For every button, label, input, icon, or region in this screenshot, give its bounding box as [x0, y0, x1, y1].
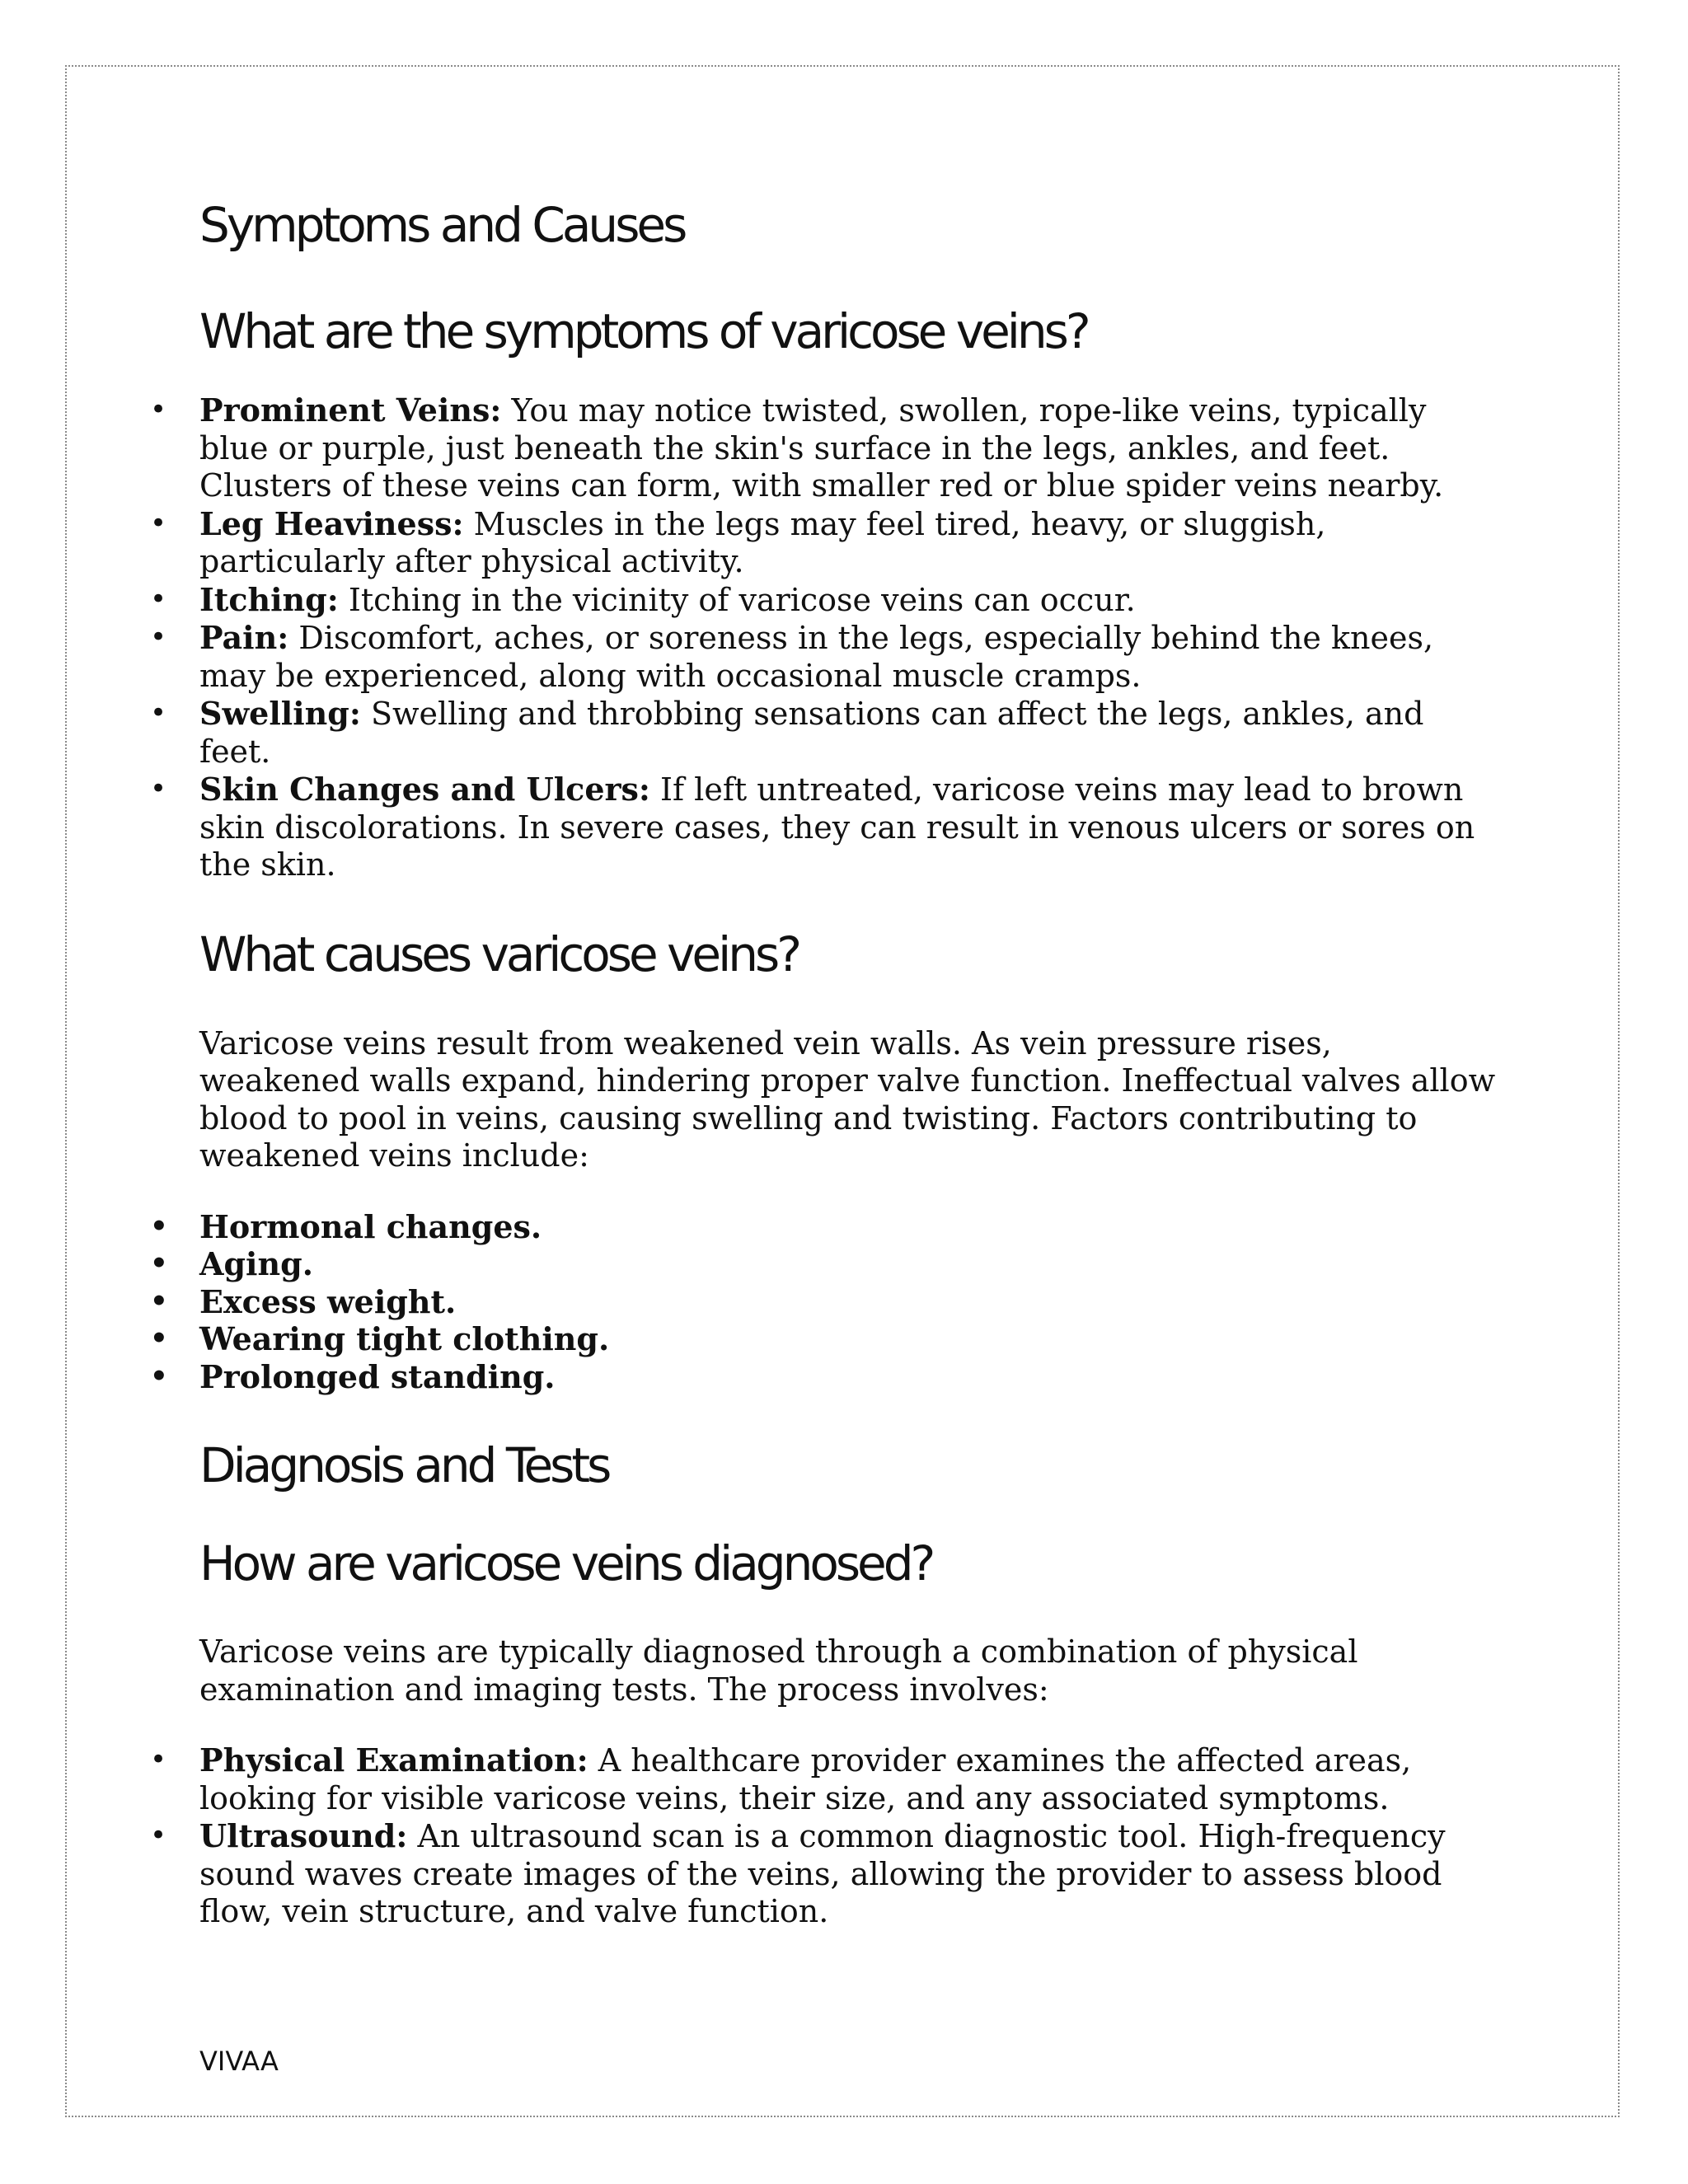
symptom-term: Swelling: [199, 695, 361, 733]
diagnosis-paragraph: Varicose veins are typically diagnosed through a combination of physical examination and imaging tests. The process involves: [199, 1633, 1358, 1708]
list-item [150, 695, 1502, 771]
diagnosis-term: Ultrasound: [199, 1817, 408, 1855]
symptom-text: Discomfort, aches, or soreness in the legs, especially behind the knees, may be experienced, along with occasional muscle cramps. [199, 620, 1434, 694]
diagnosis-term: Physical Examination: [199, 1741, 588, 1779]
bullet-icon: • [150, 1359, 168, 1393]
bullet-icon: • [150, 696, 167, 730]
symptom-term: Skin Changes and Ulcers: [199, 771, 650, 808]
footer-brand: VIVAA [199, 2046, 279, 2077]
document-content [150, 197, 1502, 1931]
factor-text: Wearing tight clothing. [199, 1320, 610, 1358]
list-item [150, 580, 1502, 620]
bullet-icon: • [150, 1284, 168, 1318]
list-item [150, 1741, 1502, 1817]
symptom-text: Muscles in the legs may feel tired, heavy, or sluggish, particularly after physical activity. [199, 505, 1326, 580]
symptom-term: Prominent Veins: [199, 391, 502, 429]
symptoms-question-heading: What are the symptoms of varicose veins? [199, 302, 1088, 359]
symptom-term: Leg Heaviness: [199, 504, 464, 542]
list-item [150, 619, 1502, 695]
bullet-icon: • [150, 1743, 167, 1777]
diagnosis-list [150, 1741, 1502, 1931]
list-item [150, 391, 1502, 505]
bullet-icon: • [150, 506, 167, 540]
factor-text: Aging. [199, 1245, 313, 1283]
bullet-icon: • [150, 1247, 168, 1281]
bullet-icon: • [150, 772, 167, 806]
list-item [150, 771, 1502, 884]
bullet-icon: • [150, 582, 167, 616]
diagnosis-text: A healthcare provider examines the affected areas, looking for visible varicose veins, their size, and any associated symptoms. [199, 1742, 1412, 1816]
causes-question-heading: What causes varicose veins? [199, 926, 799, 982]
diagnosis-text: An ultrasound scan is a common diagnostic tool. High-frequency sound waves create images of the veins, allowing the provider to assess blood flow, vein structure, and valve function. [199, 1818, 1446, 1930]
diagnosis-question-heading: How are varicose veins diagnosed? [199, 1535, 933, 1591]
bullet-icon: • [150, 1322, 168, 1356]
factors-list [150, 1207, 1502, 1396]
bullet-icon: • [150, 1209, 168, 1243]
symptom-text: If left untreated, varicose veins may lead to brown skin discolorations. In severe cases, they can result in venous ulcers or sores on the skin. [199, 771, 1475, 883]
symptom-text: You may notice twisted, swollen, rope-like veins, typically blue or purple, just beneath the skin's surface in the legs, ankles, and feet. Clusters of these veins can form, with smaller red or blue spider veins nearby. [199, 392, 1444, 504]
list-item [150, 1357, 1502, 1396]
symptom-text: Swelling and throbbing sensations can affect the legs, ankles, and feet. [199, 696, 1424, 770]
factor-text: Prolonged standing. [199, 1357, 556, 1395]
diagnosis-tests-title: Diagnosis and Tests [199, 1437, 609, 1494]
factor-text: Excess weight. [199, 1282, 457, 1320]
list-item [150, 1207, 1502, 1246]
symptoms-causes-title: Symptoms and Causes [199, 197, 685, 253]
causes-paragraph: Varicose veins result from weakened vein walls. As vein pressure rises, weakened walls expand, hindering proper valve function. Ineffectual valves allow blood to pool in veins, causing swelling and twisting. Factors contributing to weakened veins include: [199, 1024, 1496, 1174]
list-item [150, 504, 1502, 581]
symptoms-list [150, 391, 1502, 884]
symptom-term: Pain: [199, 619, 289, 657]
list-item [150, 1245, 1502, 1283]
bullet-icon: • [150, 1819, 167, 1853]
bullet-icon: • [150, 393, 167, 427]
list-item [150, 1320, 1502, 1358]
list-item [150, 1282, 1502, 1321]
list-item [150, 1817, 1502, 1931]
symptom-text: Itching in the vicinity of varicose veins can occur. [338, 581, 1136, 618]
factor-text: Hormonal changes. [199, 1207, 542, 1245]
symptom-term: Itching: [199, 580, 339, 618]
bullet-icon: • [150, 621, 167, 654]
